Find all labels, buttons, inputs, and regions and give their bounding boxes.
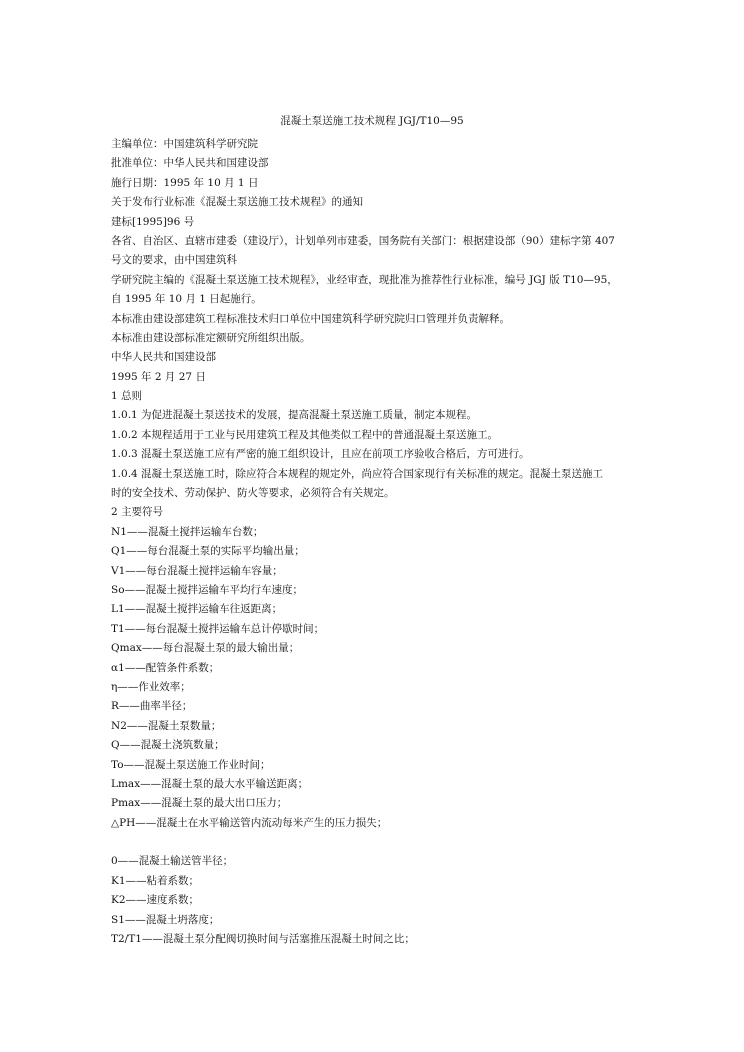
text-line: 主编单位：中国建筑科学研究院 [111,138,258,150]
symbol-line: Qmax——每台混凝土泵的最大输出量； [111,642,300,655]
symbol-line: Q——混凝土浇筑数量； [111,739,225,752]
text-line: 本标准由建设部标准定额研究所组织出版。 [111,331,311,344]
symbol-line: Q1——每台混凝土泵的实际平均输出量； [111,545,305,558]
symbol-line: K2——速度系数； [111,894,200,907]
symbol-line: K1——粘着系数； [111,874,200,887]
text-line: 批准单位：中华人民共和国建设部 [111,157,269,170]
document-body [111,135,646,949]
text-line: 1.0.2 本规程适用于工业与民用建筑工程及其他类似工程中的普通混凝土泵送施工。 [111,428,499,441]
symbol-line: Pmax——混凝土泵的最大出口压力； [111,797,288,810]
symbol-line: To——混凝土泵送施工作业时间； [111,758,271,771]
symbol-line: T2/T1——混凝土泵分配阀切换时间与活塞推压混凝土时间之比； [111,933,415,946]
document-title: 混凝土泵送施工技术规程 JGJ/T10—95 [280,115,464,127]
symbol-line: R——曲率半径； [111,700,193,713]
symbol-line: S1——混凝土坍落度； [111,913,220,926]
symbol-line: α1——配管条件系数； [111,661,220,674]
symbol-line: V1——每台混凝土搅拌运输车容量； [111,564,283,577]
text-line: 自 1995 年 10 月 1 日起施行。 [111,293,262,306]
text-line: 本标准由建设部建筑工程标准技术归口单位中国建筑科学研究院归口管理并负责解释。 [111,312,510,325]
symbol-line: So——混凝土搅拌运输车平均行车速度； [111,583,304,596]
text-line: 关于发布行业标准《混凝土泵送施工技术规程》的通知 [111,196,363,209]
text-line: 1.0.4 混凝土泵送施工时，除应符合本规程的规定外，尚应符合国家现行有关标准的规定。混凝土泵送施工 [111,467,604,480]
text-line: 建标[1995]96 号 [111,215,195,228]
text-line: 1.0.3 混凝土泵送施工应有严密的施工组织设计，且应在前项工序验收合格后，方可进行。 [111,448,530,461]
symbol-line: T1——每台混凝土搅拌运输车总计停歇时间； [111,622,325,635]
symbol-line: N2——混凝土泵数量； [111,719,222,732]
symbol-line: Lmax——混凝土泵的最大水平输送距离； [111,777,309,790]
text-line: 1.0.1 为促进混凝土泵送技术的发展，提高混凝土泵送施工质量，制定本规程。 [111,409,478,422]
symbol-line: N1——混凝土搅拌运输车台数； [111,525,264,538]
text-line: 号文的要求，由中国建筑科 [111,254,237,267]
symbol-line: η——作业效率； [111,680,191,693]
symbol-line: L1——混凝土搅拌运输车往返距离； [111,603,283,616]
text-line: 时的安全技术、劳动保护、防火等要求，必须符合有关规定。 [111,487,395,500]
text-line: 中华人民共和国建设部 [111,351,216,364]
section-heading: 1 总则 [111,390,143,403]
section-heading: 2 主要符号 [111,506,164,519]
blank-line [111,833,646,852]
text-line: 各省、自治区、直辖市建委（建设厅），计划单列市建委，国务院有关部门：根据建设部（90）建标字第 407 [111,234,615,247]
text-line: 1995 年 2 月 27 日 [111,370,206,383]
text-line: 学研究院主编的《混凝土泵送施工技术规程》，业经审查，现批准为推荐性行业标准，编号 JGJ 版 T10—95， [111,273,618,286]
symbol-line: 0——混凝土输送管半径； [111,855,234,868]
symbol-line: △PH——混凝土在水平输送管内流动每米产生的压力损失； [111,816,388,829]
text-line: 施行日期：1995 年 10 月 1 日 [111,176,259,189]
